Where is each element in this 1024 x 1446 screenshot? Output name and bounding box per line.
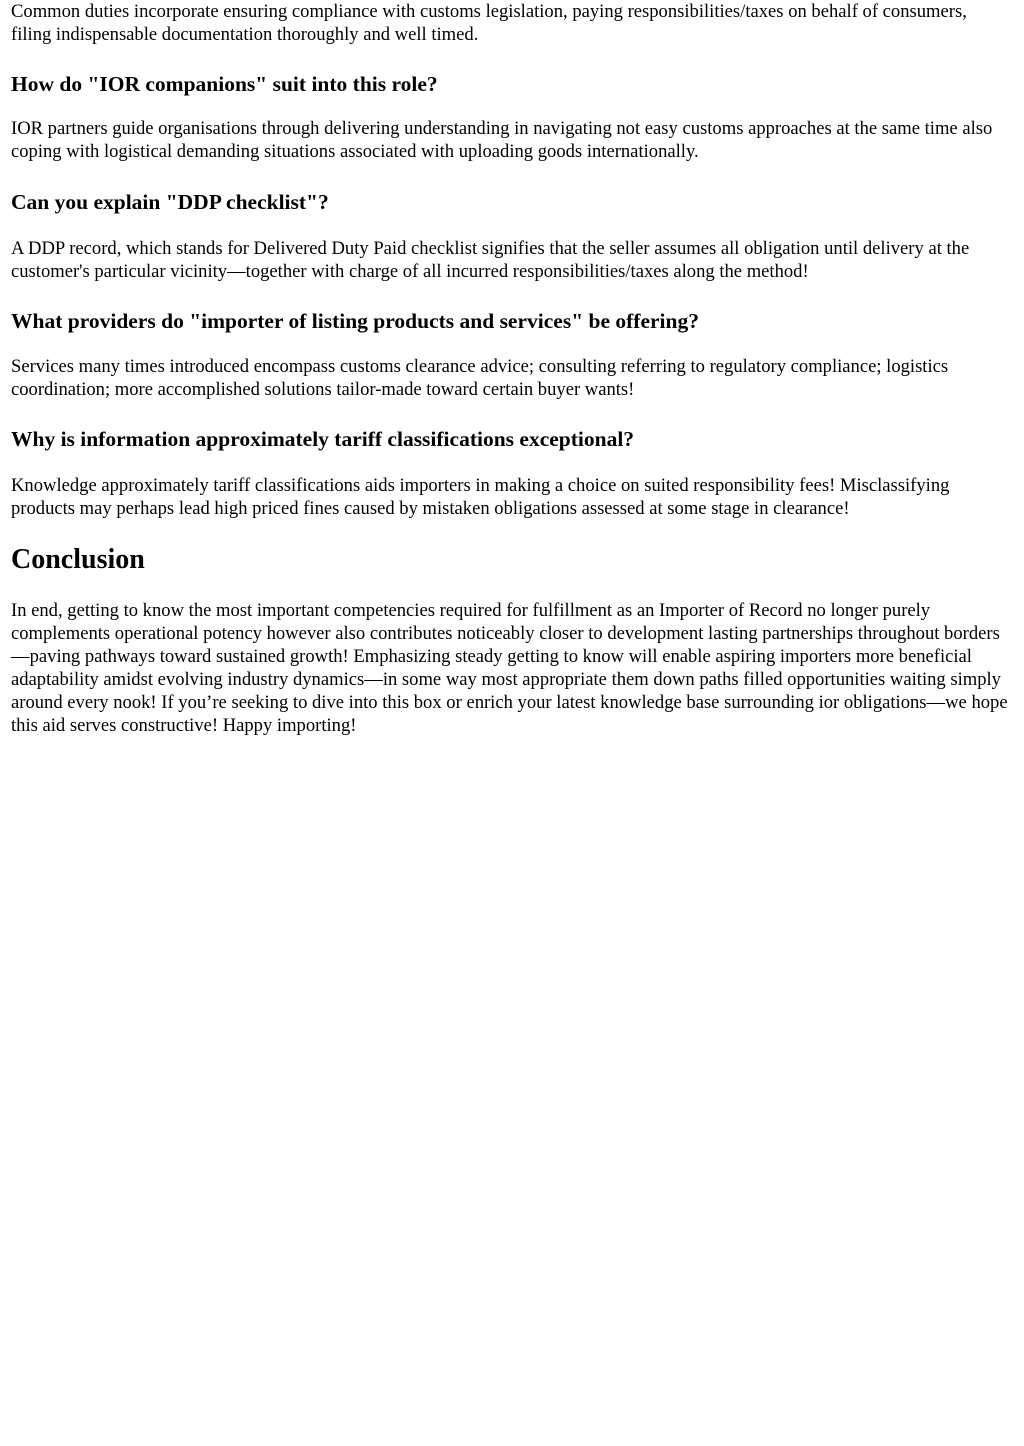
faq-answer-importer-services: Services many times introduced encompass customs clearance advice; consulting referring to regulatory compliance; logistics coordination; more accomplished solutions tailor-made toward certain buyer wants! <box>11 356 949 400</box>
article-content <box>11 0 1011 737</box>
faq-question-ior-companions: How do "IOR companions" suit into this role? <box>11 72 438 96</box>
conclusion-heading: Conclusion <box>11 544 145 575</box>
faq-question-importer-services: What providers do "importer of listing products and services" be offering? <box>11 309 699 333</box>
faq-question-tariff-classifications: Why is information approximately tariff classifications exceptional? <box>11 427 635 451</box>
faq-question-ddp-checklist: Can you explain "DDP checklist"? <box>11 190 329 214</box>
faq-answer-ddp-checklist: A DDP record, which stands for Delivered Duty Paid checklist signifies that the seller assumes all obligation until delivery at the customer's particular vicinity—together with charge of all incurred responsibilities/taxes along the method! <box>11 238 970 282</box>
intro-paragraph: Common duties incorporate ensuring compliance with customs legislation, paying responsibilities/taxes on behalf of consumers, filing indispensable documentation thoroughly and well timed. <box>11 1 967 45</box>
faq-answer-ior-companions: IOR partners guide organisations through delivering understanding in navigating not easy customs approaches at the same time also coping with logistical demanding situations associated with uploading goods internationally. <box>11 118 993 162</box>
conclusion-paragraph: In end, getting to know the most important competencies required for fulfillment as an Importer of Record no longer purely complements operational potency however also contributes noticeably closer to development lasting partnerships throughout borders—paving pathways toward sustained growth! Emphasizing steady getting to know will enable aspiring importers more beneficial adaptability amidst evolving industry dynamics—in some way most appropriate them down paths filled opportunities waiting simply around every nook! If you’re seeking to dive into this box or enrich your latest knowledge base surrounding ior obligations—we hope this aid serves constructive! Happy importing! <box>11 600 1008 736</box>
faq-answer-tariff-classifications: Knowledge approximately tariff classifications aids importers in making a choice on suited responsibility fees! Misclassifying products may perhaps lead high priced fines caused by mistaken obligations assessed at some stage in clearance! <box>11 475 950 519</box>
